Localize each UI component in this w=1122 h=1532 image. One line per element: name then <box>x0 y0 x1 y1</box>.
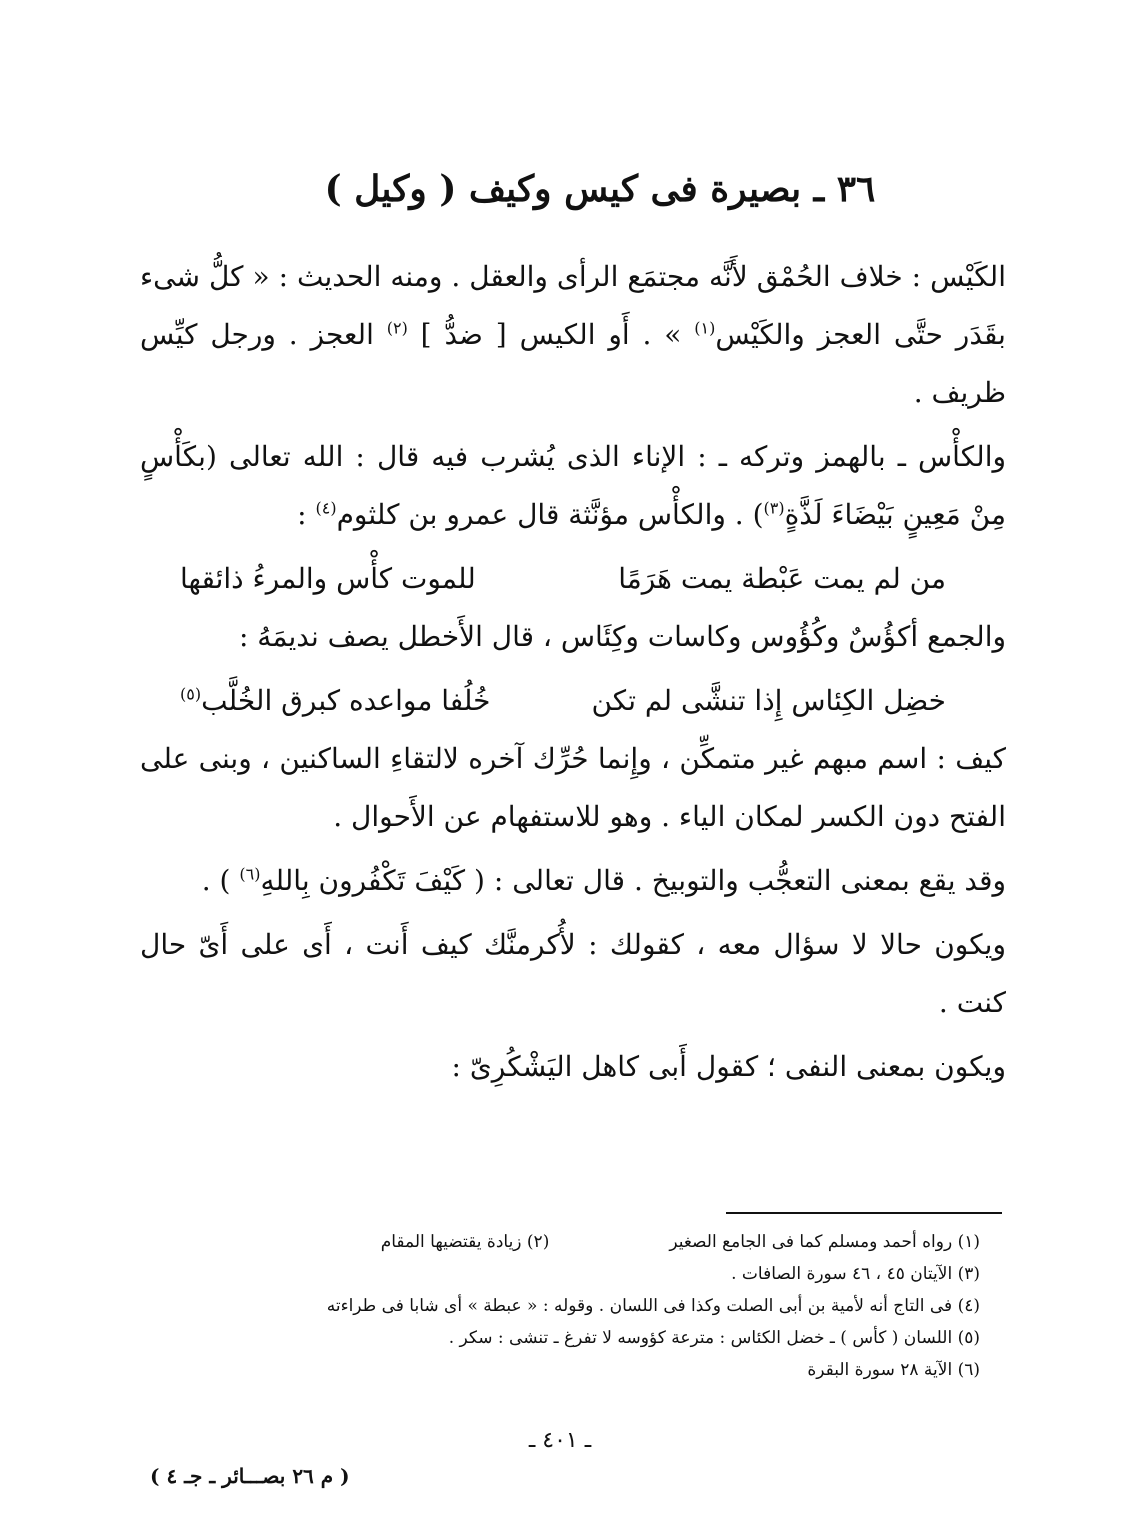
verse-1 <box>140 550 1006 608</box>
para2-text-b: ) . والكأْس مؤنَّثة قال عمرو بن كلثوم <box>336 498 764 531</box>
footnote-marker-1: (١) <box>694 318 716 338</box>
page-number: ـ ٤٠١ ـ <box>528 1428 592 1453</box>
para1-text-c: العجز . ورجل كيِّس ظريف . <box>140 318 1006 409</box>
footnote-marker-4: (٤) <box>315 498 337 518</box>
footnote-row-1 <box>190 1226 980 1258</box>
footnote-marker-2: (٢) <box>386 318 408 338</box>
footnote-4: (٤) فى التاج أنه لأمية بن أبى الصلت وكذا فى اللسان . وقوله : « عبطة » أى شابا فى طراءته <box>326 1296 980 1316</box>
verse-1-hemistich-right: من لم يمت عَبْطة يمت هَرَمًا <box>618 562 946 595</box>
footnote-3: (٣) الآيتان ٤٥ ، ٤٦ سورة الصافات . <box>731 1264 980 1284</box>
para1-text-a: الكَيْس : خلاف الحُمْق لأَنَّه مجتمَع الرأى والعقل . ومنه الحديث : « كلُّ شىء بقَدَر حتَّى العجز والكَيْس <box>140 260 1006 351</box>
footnote-6: (٦) الآية ٢٨ سورة البقرة <box>807 1360 980 1380</box>
footnote-1: (١) رواه أحمد ومسلم كما فى الجامع الصغير <box>669 1232 980 1252</box>
footnote-2: (٢) زيادة يقتضيها المقام <box>380 1232 550 1252</box>
paragraph-taajjub <box>140 852 1006 910</box>
main-text <box>140 248 1006 1102</box>
printer-signature: ( م ٢٦ بصـــائر ـ جـ ٤ ) <box>150 1464 350 1488</box>
paragraph-kayfa: كيف : اسم مبهم غير متمكِّن ، وإِنما حُرِّك آخره لالتقاءِ الساكنين ، وبنى على الفتح دون الكسر لمكان الياء . وهو للاستفهام عن الأَحوال . <box>140 742 1006 833</box>
footnote-marker-6: (٦) <box>239 864 261 884</box>
verse-2-hemistich-left <box>180 672 491 730</box>
verse-2 <box>140 672 1006 730</box>
footnote-marker-5: (٥) <box>180 684 202 704</box>
verse-2-left-text: خُلُفا مواعده كبرق الخُلَّب <box>201 684 491 717</box>
paragraph-hal: ويكون حالا لا سؤال معه ، كقولك : لأُكرمنَّك كيف أَنت ، أَى على أَىّ حال كنت . <box>140 928 1006 1019</box>
section-title: ٣٦ ـ بصيرة فى كيس وكيف ( وكيل ) <box>324 168 876 210</box>
footnote-5: (٥) اللسان ( كأس ) ـ خضل الكئاس : مترعة كؤوسه لا تفرغ ـ تنشى : سكر . <box>448 1328 980 1348</box>
footnote-divider <box>726 1212 1002 1214</box>
para2-text-c: : <box>297 498 307 531</box>
paragraph-kays <box>140 248 1006 422</box>
para5-text-a: وقد يقع بمعنى التعجُّب والتوبيخ . قال تعالى : ( كَيْفَ تَكْفُرون بِاللهِ <box>260 864 1006 897</box>
para2-text-a: والكأْس ـ بالهمز وتركه ـ : الإناء الذى يُشرب فيه قال : الله تعالى (بكَأْسٍ مِنْ مَعِينٍ بَيْضَاءَ لَذَّةٍ <box>140 440 1006 531</box>
verse-2-hemistich-right: خضِل الكِئاس إِذا تنشَّى لم تكن <box>591 684 946 717</box>
para5-text-b: ) . <box>201 864 231 897</box>
paragraph-nafy: ويكون بمعنى النفى ؛ كقول أَبى كاهل اليَشْكُرِىّ : <box>451 1050 1006 1083</box>
verse-1-hemistich-left: للموت كأْس والمرءُ ذائقها <box>180 562 476 595</box>
para1-text-b: » . أَو الكيس [ ضدُّ ] <box>420 318 682 351</box>
footnote-marker-3: (٣) <box>763 498 785 518</box>
footnotes <box>190 1226 980 1386</box>
paragraph-kas <box>140 428 1006 544</box>
paragraph-plural: والجمع أكؤُسٌ وكُؤُوس وكاسات وكِئَاس ، قال الأَخطل يصف نديمَهُ : <box>238 620 1006 653</box>
